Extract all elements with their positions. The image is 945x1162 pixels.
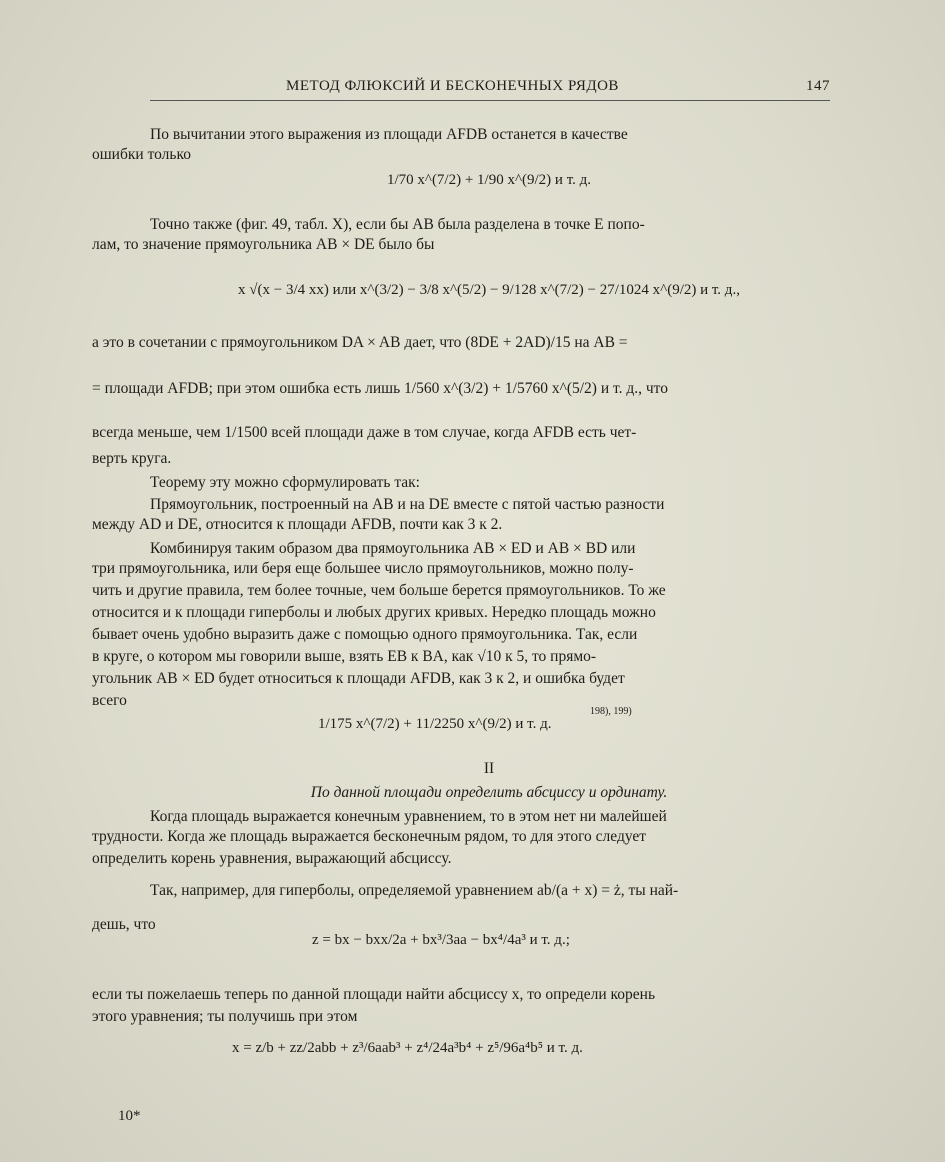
text-line: этого уравнения; ты получишь при этом xyxy=(92,1008,358,1025)
section-number: II xyxy=(483,760,495,777)
text-line: По вычитании этого выражения из площади AFDB останется в качестве xyxy=(150,126,628,143)
text-line: = площади AFDB; при этом ошибка есть лишь 1/560 x^(3/2) + 1/5760 x^(5/2) и т. д., что xyxy=(92,380,668,397)
text-line: дешь, что xyxy=(92,916,156,933)
formula-area-series: z = bx − bxx/2a + bx³/3aa − bx⁴/4a³ и т. д.; xyxy=(312,932,570,948)
text-line: определить корень уравнения, выражающий абсциссу. xyxy=(92,850,452,867)
formula-abscissa-series: x = z/b + zz/2abb + z³/6aab³ + z⁴/24a³b⁴ + z⁵/96a⁴b⁵ и т. д. xyxy=(232,1040,583,1056)
text-line: относится и к площади гиперболы и любых других кривых. Нередко площадь можно xyxy=(92,604,656,621)
formula-error-series: 1/70 x^(7/2) + 1/90 x^(9/2) и т. д. xyxy=(386,172,592,188)
text-line: всегда меньше, чем 1/1500 всей площади даже в том случае, когда AFDB есть чет- xyxy=(92,424,637,441)
text-line: чить и другие правила, тем более точные, чем больше берется прямоугольников. То же xyxy=(92,582,666,599)
text-line: Теорему эту можно сформулировать так: xyxy=(150,474,420,491)
text-line: верть круга. xyxy=(92,450,172,467)
signature-mark: 10* xyxy=(118,1108,141,1124)
text-line: Когда площадь выражается конечным уравнением, то в этом нет ни малейшей xyxy=(150,808,667,825)
theorem-line: между AD и DE, относится к площади AFDB, почти как 3 к 2. xyxy=(92,516,503,533)
footnote-reference: 198), 199) xyxy=(590,706,632,717)
running-head-title: МЕТОД ФЛЮКСИЙ И БЕСКОНЕЧНЫХ РЯДОВ xyxy=(286,78,619,94)
text-line: трудности. Когда же площадь выражается бесконечным рядом, то для этого следует xyxy=(92,828,647,845)
text-line: всего xyxy=(92,692,127,709)
text-line: угольник AB × ED будет относиться к площади AFDB, как 3 к 2, и ошибка будет xyxy=(92,670,625,687)
text-line: Так, например, для гиперболы, определяемой уравнением ab/(a + x) = ż, ты най- xyxy=(150,882,679,899)
text-line: ошибки только xyxy=(92,146,191,163)
text-line: три прямоугольника, или беря еще большее число прямоугольников, можно полу- xyxy=(92,560,634,577)
theorem-line: Прямоугольник, построенный на AB и на DE вместе с пятой частью разности xyxy=(150,496,665,513)
text-line: а это в сочетании с прямоугольником DA × AB дает, что (8DE + 2AD)/15 на AB = xyxy=(92,334,628,351)
text-line: если ты пожелаешь теперь по данной площади найти абсциссу x, то определи корень xyxy=(92,986,656,1003)
running-header xyxy=(150,76,830,101)
text-line: в круге, о котором мы говорили выше, взять EB к BA, как √10 к 5, то прямо- xyxy=(92,648,597,665)
formula-error-circle: 1/175 x^(7/2) + 11/2250 x^(9/2) и т. д. xyxy=(318,716,552,732)
section-title: По данной площади определить абсциссу и ординату. xyxy=(310,784,668,801)
text-line: Комбинируя таким образом два прямоугольника AB × ED и AB × BD или xyxy=(150,540,636,557)
formula-rectangle-series: x √(x − 3/4 xx) или x^(3/2) − 3/8 x^(5/2) − 9/128 x^(7/2) − 27/1024 x^(9/2) и т. д., xyxy=(238,282,740,298)
page-number: 147 xyxy=(806,78,830,94)
text-line: бывает очень удобно выразить даже с помощью одного прямоугольника. Так, если xyxy=(92,626,638,643)
text-line: Точно также (фиг. 49, табл. X), если бы AB была разделена в точке E попо- xyxy=(150,216,645,233)
text-line: лам, то значение прямоугольника AB × DE было бы xyxy=(92,236,435,253)
